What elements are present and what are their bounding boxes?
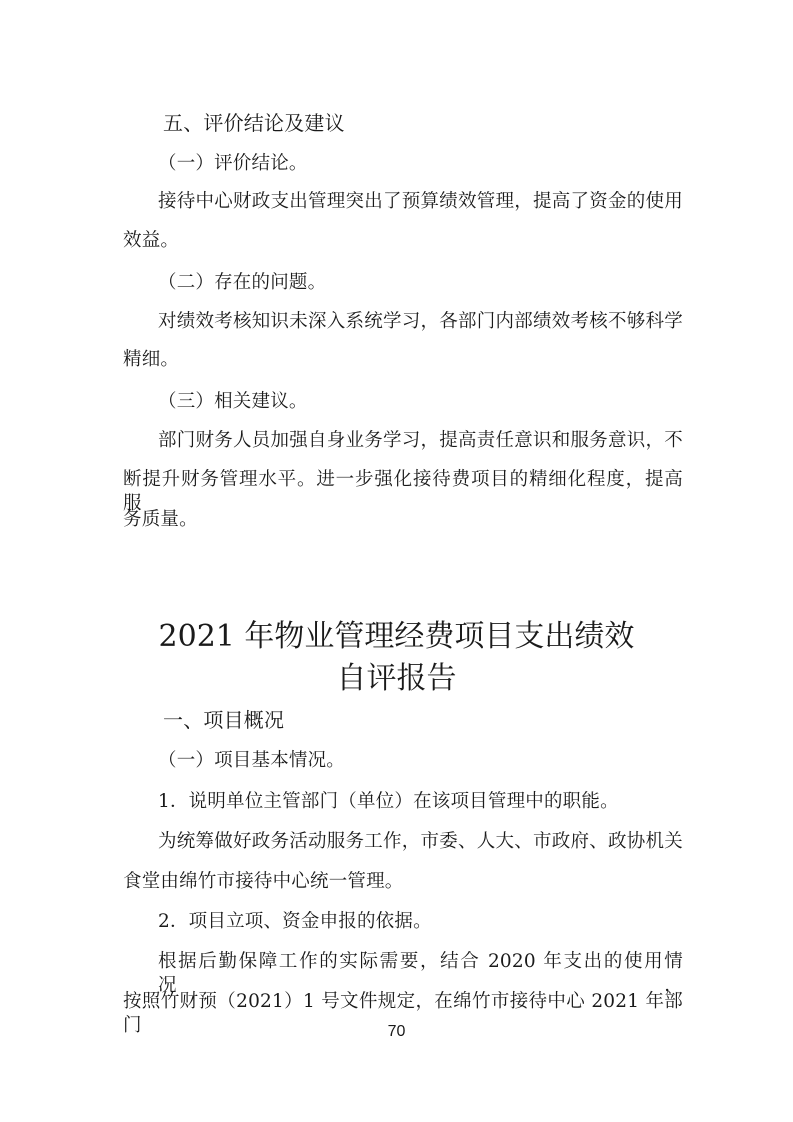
subsection-title: （二）存在的问题。	[158, 272, 327, 293]
paragraph-line: 对绩效考核知识未深入系统学习，各部门内部绩效考核不够科学	[158, 311, 683, 332]
report-title-line2: 自评报告	[336, 661, 457, 696]
subsection-title: （一）项目基本情况。	[158, 750, 346, 771]
subsection-title: （一）评价结论。	[158, 153, 308, 174]
paragraph-line: 根据后勤保障工作的实际需要，结合 2020 年支出的使用情况，	[158, 951, 683, 996]
paragraph-line: 务质量。	[123, 509, 198, 530]
paragraph-line: 按照竹财预（2021）1 号文件规定，在绵竹市接待中心 2021 年部门	[123, 991, 683, 1036]
paragraph-line: 精细。	[123, 349, 180, 370]
paragraph-line: 效益。	[123, 230, 180, 251]
section-heading: 一、项目概况	[163, 708, 285, 732]
paragraph-line: 食堂由绵竹市接待中心统一管理。	[123, 871, 404, 892]
subsection-title: （三）相关建议。	[158, 391, 308, 412]
item-title: 1．说明单位主管部门（单位）在该项目管理中的职能。	[158, 791, 619, 812]
item-title: 2．项目立项、资金申报的依据。	[158, 911, 432, 932]
paragraph-line: 为统筹做好政务活动服务工作，市委、人大、市政府、政协机关	[158, 831, 683, 852]
paragraph-line: 部门财务人员加强自身业务学习，提高责任意识和服务意识，不	[158, 430, 683, 451]
paragraph-line: 接待中心财政支出管理突出了预算绩效管理，提高了资金的使用	[158, 191, 683, 212]
paragraph-line: 断提升财务管理水平。进一步强化接待费项目的精细化程度，提高服	[123, 469, 683, 514]
page-number: 70	[387, 1023, 406, 1040]
section-heading: 五、评价结论及建议	[163, 111, 345, 135]
report-title-line1: 2021 年物业管理经费项目支出绩效	[158, 619, 635, 654]
